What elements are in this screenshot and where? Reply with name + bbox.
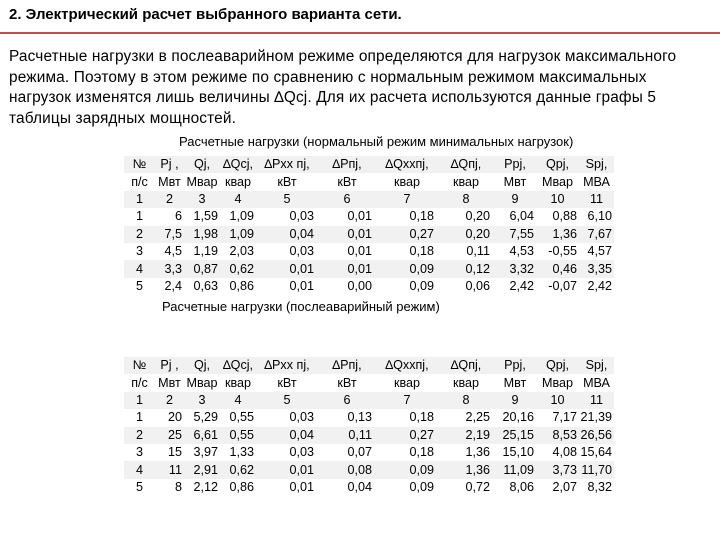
table-cell: 0,27 <box>409 427 434 442</box>
table1-caption: Расчетные нагрузки (нормальный режим минимальных нагрузок) <box>179 134 574 149</box>
header-cell: Мвар <box>186 174 218 189</box>
header-cell: квар <box>393 375 421 390</box>
table-cell: -0,55 <box>548 244 577 259</box>
table-cell: 25 <box>167 427 182 442</box>
table-row <box>124 260 614 277</box>
table-cell: 6,04 <box>509 209 534 224</box>
table-cell: 2,25 <box>465 410 490 425</box>
header-cell: ∆Qпj, <box>450 157 482 172</box>
table-cell: 4 <box>135 261 143 276</box>
header-cell: № <box>132 358 147 373</box>
header-cell: 5 <box>283 191 291 206</box>
table-cell: 3 <box>135 445 143 460</box>
table-cell: 0,46 <box>552 261 577 276</box>
table-cell: 0,13 <box>347 410 372 425</box>
table-cell: 0,09 <box>409 479 434 494</box>
table-cell: 0,86 <box>229 479 254 494</box>
table-cell: 0,12 <box>465 261 490 276</box>
header-cell: ∆Pхх пj, <box>264 157 310 172</box>
table-row <box>124 461 614 478</box>
header-cell: ∆Qcj, <box>222 157 254 172</box>
table-cell: 4,57 <box>587 244 612 259</box>
table-cell: 0,20 <box>465 209 490 224</box>
header-cell: 1 <box>135 191 143 206</box>
table-cell: 0,62 <box>229 261 254 276</box>
table-cell: 0,55 <box>229 410 254 425</box>
table-row <box>124 427 614 444</box>
header-cell: МВА <box>583 174 610 189</box>
header-cell: 1 <box>135 392 143 407</box>
header-cell: ∆Pхх пj, <box>264 358 310 373</box>
header-cell: Мвт <box>158 375 181 390</box>
table-cell: 0,09 <box>409 261 434 276</box>
header-cell: Мвт <box>503 375 527 390</box>
header-cell: Мвт <box>158 174 181 189</box>
table-cell: 15 <box>167 445 182 460</box>
table-cell: 3,32 <box>509 261 534 276</box>
table-cell: 2,4 <box>164 278 182 293</box>
table-cell: 2,42 <box>587 278 612 293</box>
header-row <box>124 357 614 374</box>
header-cell: Ppj, <box>504 157 526 172</box>
header-cell: 8 <box>462 392 470 407</box>
header-cell: 2 <box>165 191 173 206</box>
table-cell: 1,36 <box>465 462 490 477</box>
table-cell: 2 <box>135 226 143 241</box>
table-cell: 11,70 <box>581 462 612 477</box>
table-cell: 2 <box>135 427 143 442</box>
intro-paragraph: Расчетные нагрузки в послеаварийном режиме определяются для нагрузок максимального режима. Поэтому в этом режиме по сравнению с нормальным режимом максимальных нагрузок изменятся лишь величины ∆Qcj. Для их расчета используются данные графы 5 таблицы зарядных мощностей. <box>9 48 677 127</box>
table-cell: 1,36 <box>552 226 577 241</box>
table-cell: 6 <box>174 209 182 224</box>
slide-title: 2. Электрический расчет выбранного варианта сети. <box>9 6 402 23</box>
table-cell: 11,09 <box>503 462 534 477</box>
header-cell: 4 <box>234 191 242 206</box>
table-cell: 8,53 <box>552 427 577 442</box>
header-cell: 4 <box>234 392 242 407</box>
table-cell: 0,11 <box>466 244 490 259</box>
table-cell: 7,67 <box>587 226 612 241</box>
table-cell: 0,09 <box>409 462 434 477</box>
table-cell: 20 <box>167 410 182 425</box>
table-cell: 8,06 <box>509 479 534 494</box>
table-cell: 0,01 <box>289 462 314 477</box>
header-cell: кВт <box>337 174 357 189</box>
table-cell: 3,97 <box>193 445 218 460</box>
title-divider <box>0 32 720 34</box>
table-cell: 25,15 <box>502 427 534 442</box>
table-cell: 8,32 <box>587 479 612 494</box>
table-cell: 1 <box>135 209 143 224</box>
table-cell: 1 <box>135 410 143 425</box>
table-cell: 0,18 <box>409 410 434 425</box>
table-cell: 0,01 <box>347 226 372 241</box>
header-cell: квар <box>452 375 480 390</box>
table-cell: 0,20 <box>465 226 490 241</box>
table-cell: 21,39 <box>580 410 612 425</box>
table-cell: 0,03 <box>289 410 314 425</box>
table-cell: 1,98 <box>193 226 218 241</box>
table-cell: 0,03 <box>289 209 314 224</box>
table-cell: 7,55 <box>509 226 534 241</box>
table-cell: 0,03 <box>289 244 314 259</box>
table-cell: 15,64 <box>580 445 612 460</box>
table-cell: 0,01 <box>289 278 314 293</box>
table-cell: 1,59 <box>193 209 218 224</box>
header-cell: квар <box>452 174 480 189</box>
table-cell: 20,16 <box>502 410 534 425</box>
table-cell: 1,09 <box>229 226 254 241</box>
header-cell: 5 <box>283 392 291 407</box>
table-cell: 0,04 <box>347 479 372 494</box>
header-cell: Qj, <box>193 358 211 373</box>
header-cell: 11 <box>589 392 604 407</box>
header-cell: Qpj, <box>545 358 570 373</box>
table-cell: 0,18 <box>409 209 434 224</box>
table-row <box>124 409 614 426</box>
table-cell: 5 <box>135 278 143 293</box>
table-cell: 1,33 <box>229 445 254 460</box>
table-row <box>124 444 614 461</box>
table-cell: 2,19 <box>465 427 490 442</box>
table-cell: 3,35 <box>587 261 612 276</box>
table-post-emergency-loads <box>124 357 614 496</box>
table-cell: 4,08 <box>552 445 577 460</box>
table-cell: 5,29 <box>193 410 218 425</box>
table-cell: 0,09 <box>409 278 434 293</box>
header-cell: кВт <box>277 174 297 189</box>
header-cell: 3 <box>198 392 206 407</box>
table-cell: 2,07 <box>552 479 577 494</box>
table-normal-min-loads <box>124 156 614 295</box>
table-cell: 0,01 <box>347 209 372 224</box>
table-cell: 1,19 <box>193 244 218 259</box>
table-cell: 0,01 <box>289 479 314 494</box>
header-row <box>124 374 614 391</box>
table-cell: 15,10 <box>502 445 534 460</box>
header-cell: Spj, <box>585 358 608 373</box>
header-cell: кВт <box>337 375 357 390</box>
header-cell: 3 <box>198 191 206 206</box>
table-cell: 0,04 <box>289 427 314 442</box>
table-row <box>124 278 614 295</box>
table-cell: 0,87 <box>193 261 218 276</box>
header-cell: ∆Qcj, <box>222 358 254 373</box>
table-cell: 2,42 <box>509 278 534 293</box>
table-cell: 3,73 <box>552 462 577 477</box>
table-cell: 2,12 <box>193 479 218 494</box>
table-cell: 11 <box>168 462 182 477</box>
table-cell: 0,01 <box>289 261 314 276</box>
table-cell: 6,61 <box>193 427 218 442</box>
table-row <box>124 479 614 496</box>
header-cell: 6 <box>343 392 351 407</box>
header-cell: 8 <box>462 191 470 206</box>
header-cell: 6 <box>343 191 351 206</box>
header-cell: 9 <box>511 191 519 206</box>
table-cell: 0,01 <box>347 261 372 276</box>
header-cell: квар <box>393 174 421 189</box>
table-cell: 2,91 <box>193 462 218 477</box>
table-cell: 0,18 <box>409 445 434 460</box>
header-cell: Мвар <box>541 375 574 390</box>
header-cell: 7 <box>403 392 411 407</box>
header-cell: Qpj, <box>545 157 570 172</box>
table-cell: 0,72 <box>465 479 490 494</box>
header-cell: кВт <box>277 375 297 390</box>
table-cell: 0,63 <box>193 278 218 293</box>
table-cell: 0,06 <box>465 278 490 293</box>
table-cell: 2,03 <box>229 244 254 259</box>
header-cell: квар <box>224 174 252 189</box>
table-row <box>124 243 614 260</box>
table-cell: 3,3 <box>164 261 182 276</box>
header-cell: ∆Pпj, <box>332 358 362 373</box>
header-cell: ∆Qххпj, <box>385 358 429 373</box>
table-cell: 0,27 <box>409 226 434 241</box>
header-cell: ∆Pпj, <box>332 157 362 172</box>
table-cell: 0,55 <box>229 427 254 442</box>
table-cell: 1,36 <box>465 445 490 460</box>
table-cell: 4,53 <box>509 244 534 259</box>
header-cell: Pj , <box>160 157 179 172</box>
table-cell: -0,07 <box>548 278 577 293</box>
header-cell: Мвар <box>186 375 218 390</box>
table-cell: 0,03 <box>289 445 314 460</box>
table-cell: 26,56 <box>580 427 612 442</box>
header-cell: МВА <box>583 375 610 390</box>
header-row <box>124 173 614 190</box>
table-cell: 1,09 <box>229 209 254 224</box>
header-cell: 11 <box>589 191 604 206</box>
table-cell: 0,18 <box>409 244 434 259</box>
header-cell: п/с <box>131 375 148 390</box>
table-cell: 6,10 <box>587 209 612 224</box>
table-cell: 0,01 <box>347 244 372 259</box>
table-cell: 0,08 <box>347 462 372 477</box>
header-cell: 10 <box>550 191 565 206</box>
table-cell: 0,04 <box>289 226 314 241</box>
header-cell: Мвар <box>541 174 574 189</box>
table-cell: 0,11 <box>348 427 372 442</box>
table-cell: 4 <box>135 462 143 477</box>
table-cell: 0,62 <box>229 462 254 477</box>
header-cell: 2 <box>165 392 173 407</box>
header-cell: ∆Qпj, <box>450 358 482 373</box>
header-cell: № <box>132 157 147 172</box>
table-cell: 7,17 <box>552 410 577 425</box>
table-cell: 8 <box>174 479 182 494</box>
table2-caption: Расчетные нагрузки (послеаварийный режим) <box>162 299 440 314</box>
header-cell: 7 <box>403 191 411 206</box>
table-cell: 0,86 <box>229 278 254 293</box>
table-cell: 3 <box>135 244 143 259</box>
table-cell: 0,07 <box>347 445 372 460</box>
header-cell: квар <box>224 375 252 390</box>
table-row <box>124 208 614 225</box>
header-cell: Spj, <box>585 157 608 172</box>
header-cell: Ppj, <box>504 358 526 373</box>
header-row <box>124 392 614 409</box>
header-cell: ∆Qххпj, <box>385 157 429 172</box>
table-cell: 0,00 <box>347 278 372 293</box>
table-cell: 4,5 <box>164 244 182 259</box>
header-row <box>124 191 614 208</box>
header-row <box>124 156 614 173</box>
header-cell: Qj, <box>193 157 211 172</box>
table-cell: 0,88 <box>552 209 577 224</box>
header-cell: Pj , <box>160 358 179 373</box>
header-cell: 10 <box>550 392 565 407</box>
header-cell: п/с <box>131 174 148 189</box>
table-cell: 5 <box>135 479 143 494</box>
table-row <box>124 226 614 243</box>
header-cell: 9 <box>511 392 519 407</box>
table-cell: 7,5 <box>164 226 182 241</box>
header-cell: Мвт <box>503 174 527 189</box>
